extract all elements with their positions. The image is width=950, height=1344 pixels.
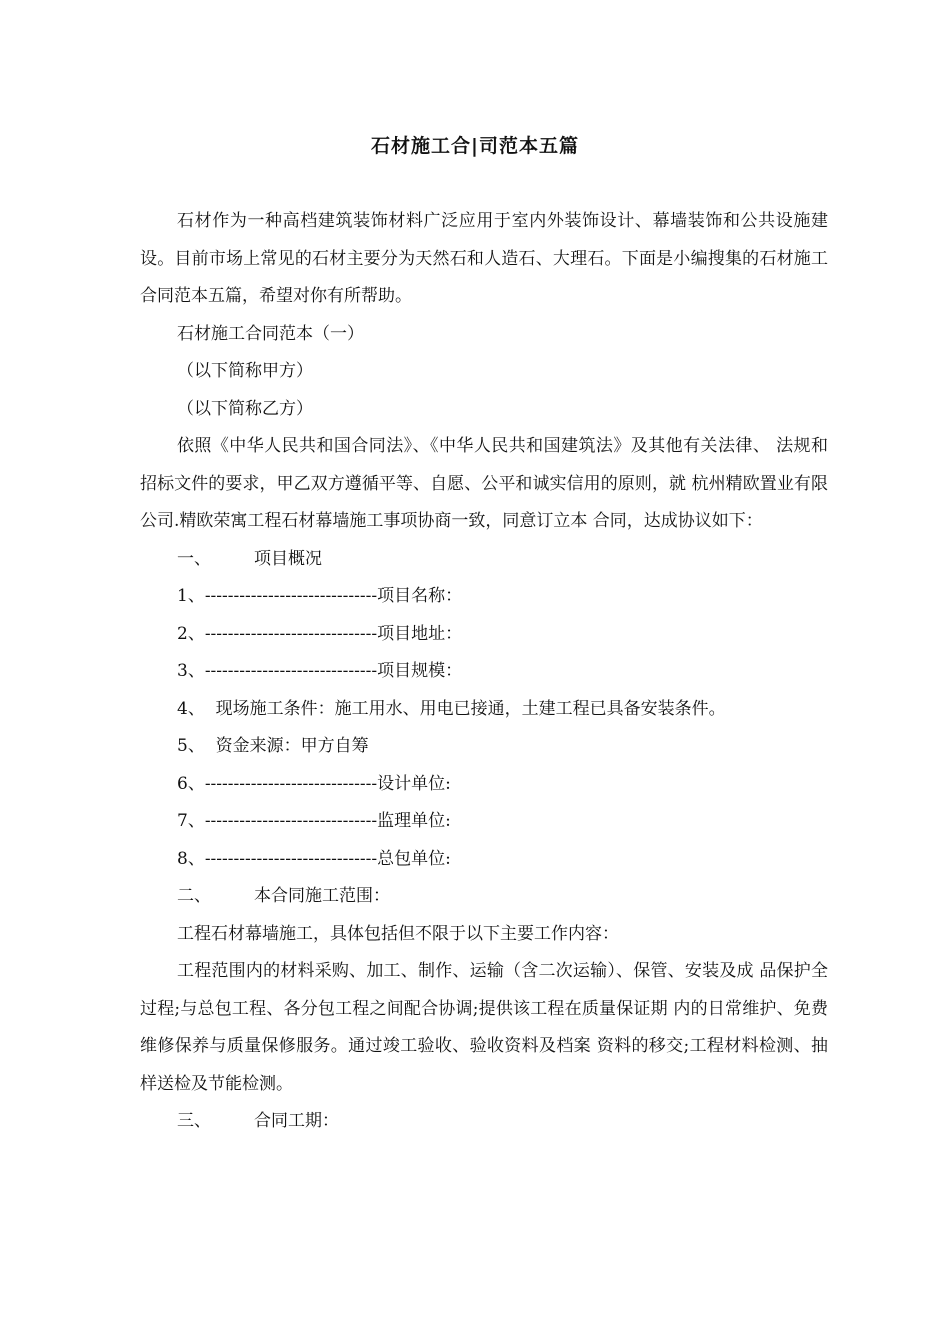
heading-number: 一、 — [177, 548, 211, 569]
party-b-line: （以下简称乙方） — [177, 398, 313, 419]
intro-paragraph: 石材作为一种高档建筑装饰材料广泛应用于室内外装饰设计、幕墙装饰和公共设施建设。目前市场上常见的石材主要分为天然石和人造石、大理石。下面是小编搜集的石材施工合同范本五篇，希望对你有所帮助。 — [140, 211, 828, 306]
scope-detail-paragraph: 工程范围内的材料采购、加工、制作、运输（含二次运输）、保管、安装及成 品保护全过程;与总包工程、各分包工程之间配合协调;提供该工程在质量保证期 内的日常维护、免费维修保养与质量保修服务。通过竣工验收、验收资料及档案 资料的移交;工程材料检测、抽样送检及节能检测。 — [140, 961, 828, 1094]
heading-contract-period — [140, 1103, 828, 1141]
list-item: 5、 资金来源：甲方自筹 — [177, 736, 369, 756]
heading-construction-scope — [140, 878, 828, 916]
document-title: 石材施工合|司范本五篇 — [371, 135, 579, 157]
heading-number: 二、 — [177, 886, 211, 906]
party-a-line: （以下简称甲方） — [177, 361, 313, 381]
list-item: 8、------------------------------总包单位: — [177, 848, 451, 869]
section-title: 石材施工合同范本（一） — [177, 323, 364, 344]
document-body — [140, 203, 828, 1141]
heading-text: 项目概况 — [254, 548, 322, 569]
list-item: 7、------------------------------监理单位: — [177, 811, 451, 831]
list-item: 1、------------------------------项目名称： — [177, 586, 463, 606]
list-item: 2、------------------------------项目地址： — [177, 623, 463, 644]
list-item: 3、------------------------------项目规模： — [177, 661, 463, 681]
list-item: 4、 现场施工条件：施工用水、用电已接通，土建工程已具备安装条件。 — [177, 698, 726, 719]
heading-text: 合同工期： — [254, 1111, 339, 1131]
heading-project-overview — [140, 541, 828, 579]
scope-intro: 工程石材幕墙施工，具体包括但不限于以下主要工作内容： — [177, 923, 619, 944]
list-item: 6、------------------------------设计单位: — [177, 773, 451, 794]
heading-text: 本合同施工范围： — [254, 886, 390, 906]
heading-number: 三、 — [177, 1111, 211, 1131]
preamble-paragraph: 依照《中华人民共和国合同法》、《中华人民共和国建筑法》及其他有关法律、 法规和招标文件的要求，甲乙双方遵循平等、自愿、公平和诚实信用的原则，就 杭州精欧置业有限公司.精欧荣寓工程石材幕墙施工事项协商一致，同意订立本 合同，达成协议如下： — [140, 436, 828, 531]
